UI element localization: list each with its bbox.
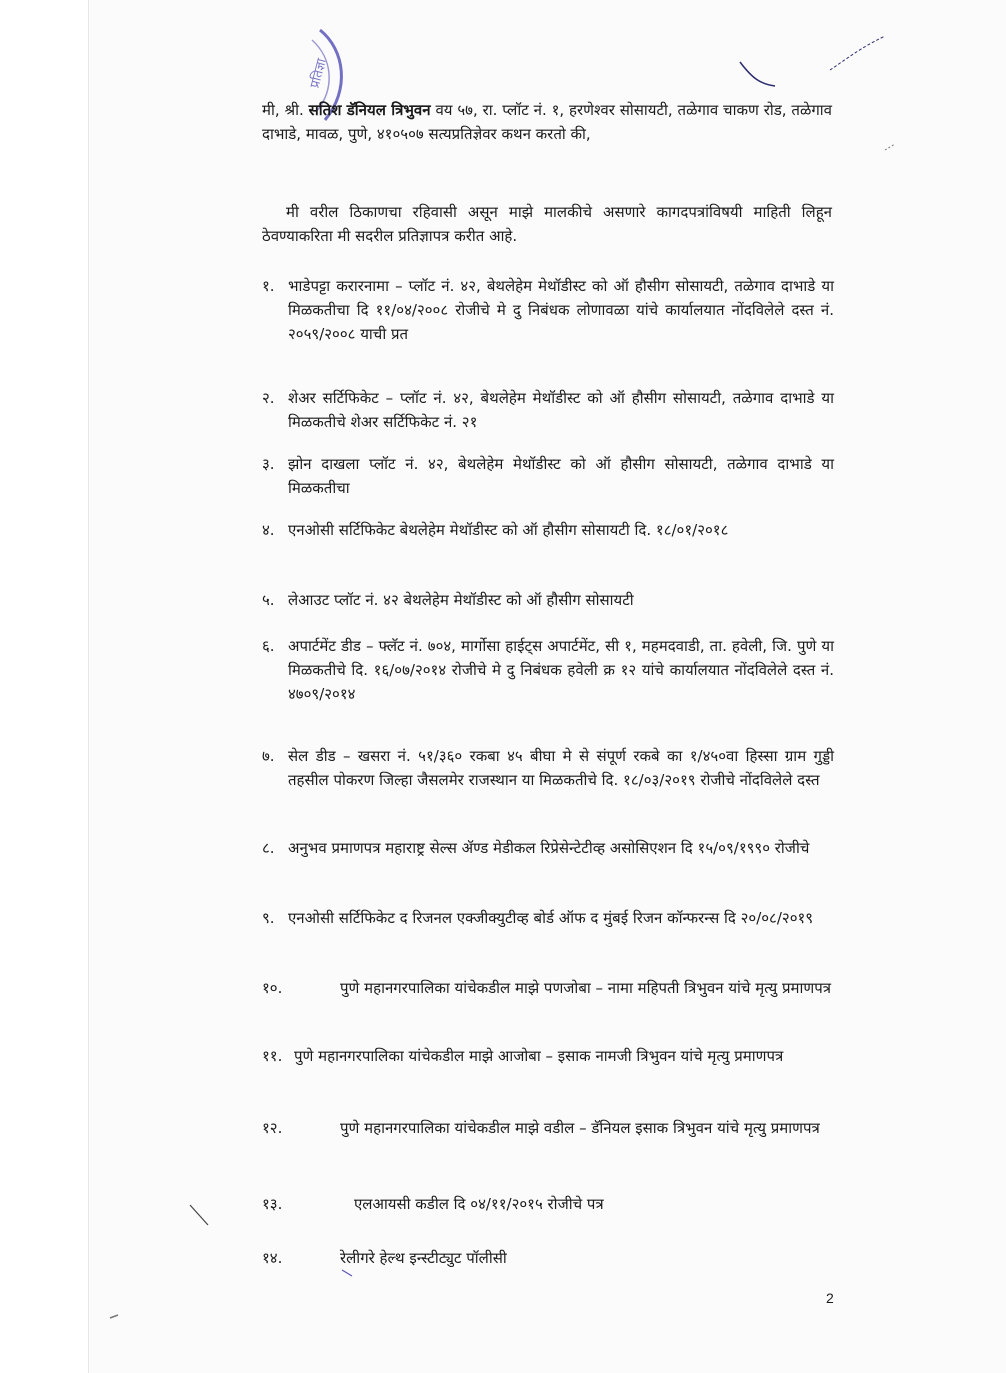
list-item [262,588,834,612]
list-item [262,386,834,434]
list-item [262,744,834,792]
list-item [262,836,834,860]
item-number: २. [262,389,275,407]
opening-paragraph [262,98,832,146]
item-text: एनओसी सर्टिफिकेट द रिजनल एक्जीक्युटीव्ह बोर्ड ऑफ द मुंबई रिजन कॉन्फरन्स दि २०/०८/२०१९ [288,909,814,927]
list-item [262,452,834,500]
list-item [262,274,834,346]
item-text: रेलीगरे हेल्थ इन्स्टीट्युट पॉलीसी [340,1249,507,1267]
item-text: पुणे महानगरपालिका यांचेकडील माझे पणजोबा – नामा महिपती त्रिभुवन यांचे मृत्यु प्रमाणपत्र [340,979,832,997]
list-item [262,634,834,706]
list-item [262,1192,834,1216]
item-text: लेआउट प्लॉट नं. ४२ बेथलेहेम मेथॉडीस्ट को ऑ हौसीग सोसायटी [288,591,634,609]
item-number: ४. [262,521,275,539]
item-text: एनओसी सर्टिफिकेट बेथलेहेम मेथॉडीस्ट को ऑ हौसीग सोसायटी दि. १८/०१/२०१८ [288,521,729,539]
item-text: अनुभव प्रमाणपत्र महाराष्ट्र सेल्स ॲण्ड मेडीकल रिप्रेसेन्टेटीव्ह असोसिएशन दि १५/०९/१९९० रोजीचे [288,839,810,857]
page-number: 2 [826,1290,834,1306]
item-number: १२. [262,1119,283,1137]
item-text: झोन दाखला प्लॉट नं. ४२, बेथलेहेम मेथॉडीस्ट को ऑ हौसीग सोसायटी, तळेगाव दाभाडे या मिळकतीचा [288,455,834,497]
opening-rest: वय ५७, रा. प्लॉट नं. १, हरणेश्वर सोसायटी, तळेगाव चाकण रोड, तळेगाव दाभाडे, मावळ, पुणे, ४१०५०७ सत्यप्रतिज्ञेवर कथन करतो की, [262,101,833,143]
item-number: ८. [262,839,275,857]
intro-paragraph: मी वरील ठिकाणचा रहिवासी असून माझे मालकीचे असणारे कागदपत्रांविषयी माहिती लिहून ठेवण्याकरिता मी सदरील प्रतिज्ञापत्र करीत आहे. [262,203,832,245]
list-item [262,976,834,1000]
item-text: अपार्टमेंट डीड – फ्लॅट नं. ७०४, मार्गोसा हाईट्स अपार्टमेंट, सी १, महमदवाडी, ता. हवेली, जि. पुणे या मिळकतीचे दि. १६/०७/२०१४ रोजीचे मे दु निबंधक हवेली क्र १२ यांचे कार्यालयात नोंदविलेले दस्त नं. ४७०९/२०१४ [288,637,834,703]
list-item [262,1246,834,1270]
item-text: भाडेपट्टा करारनामा – प्लॉट नं. ४२, बेथलेहेम मेथॉडीस्ट को ऑ हौसीग सोसायटी, तळेगाव दाभाडे या मिळकतीचा दि ११/०४/२००८ रोजीचे मे दु निबंधक लोणावळा यांचे कार्यालयात नोंदविलेले दस्त नं. २०५९/२००८ याची प्रत [288,277,834,343]
list-item [262,518,834,542]
item-text: सेल डीड – खसरा नं. ५१/३६० रकबा ४५ बीघा मे से संपूर्ण रकबे का १/४५०वा हिस्सा ग्राम गुड्डी तहसील पोकरण जिल्हा जैसलमेर राजस्थान या मिळकतीचे दि. १८/०३/२०१९ रोजीचे नोंदविलेले दस्त [288,747,834,789]
item-number: १४. [262,1249,283,1267]
opening-prefix: मी, श्री. [262,101,309,119]
item-text: पुणे महानगरपालिका यांचेकडील माझे वडील – डॅनियल इसाक त्रिभुवन यांचे मृत्यु प्रमाणपत्र [340,1119,820,1137]
item-number: ७. [262,747,275,765]
item-text: पुणे महानगरपालिका यांचेकडील माझे आजोबा – इसाक नामजी त्रिभुवन यांचे मृत्यु प्रमाणपत्र [294,1047,784,1065]
item-number: १०. [262,979,283,997]
item-number: १३. [262,1195,283,1213]
item-number: ३. [262,455,275,473]
svg-text:प्रतिज्ञा: प्रतिज्ञा [307,57,330,90]
deponent-name: सतिश डॅनियल त्रिभुवन [308,101,431,119]
list-item [262,906,834,930]
item-text: एलआयसी कडील दि ०४/११/२०१५ रोजीचे पत्र [354,1195,604,1213]
item-number: ९. [262,909,275,927]
item-number: ६. [262,637,275,655]
list-item [262,1116,834,1140]
item-number: ११. [262,1047,283,1065]
item-number: ५. [262,591,275,609]
list-item [262,1044,834,1068]
item-number: १. [262,277,275,295]
item-text: शेअर सर्टिफिकेट – प्लॉट नं. ४२, बेथलेहेम मेथॉडीस्ट को ऑ हौसीग सोसायटी, तळेगाव दाभाडे या मिळकतीचे शेअर सर्टिफिकेट नं. २१ [288,389,834,431]
